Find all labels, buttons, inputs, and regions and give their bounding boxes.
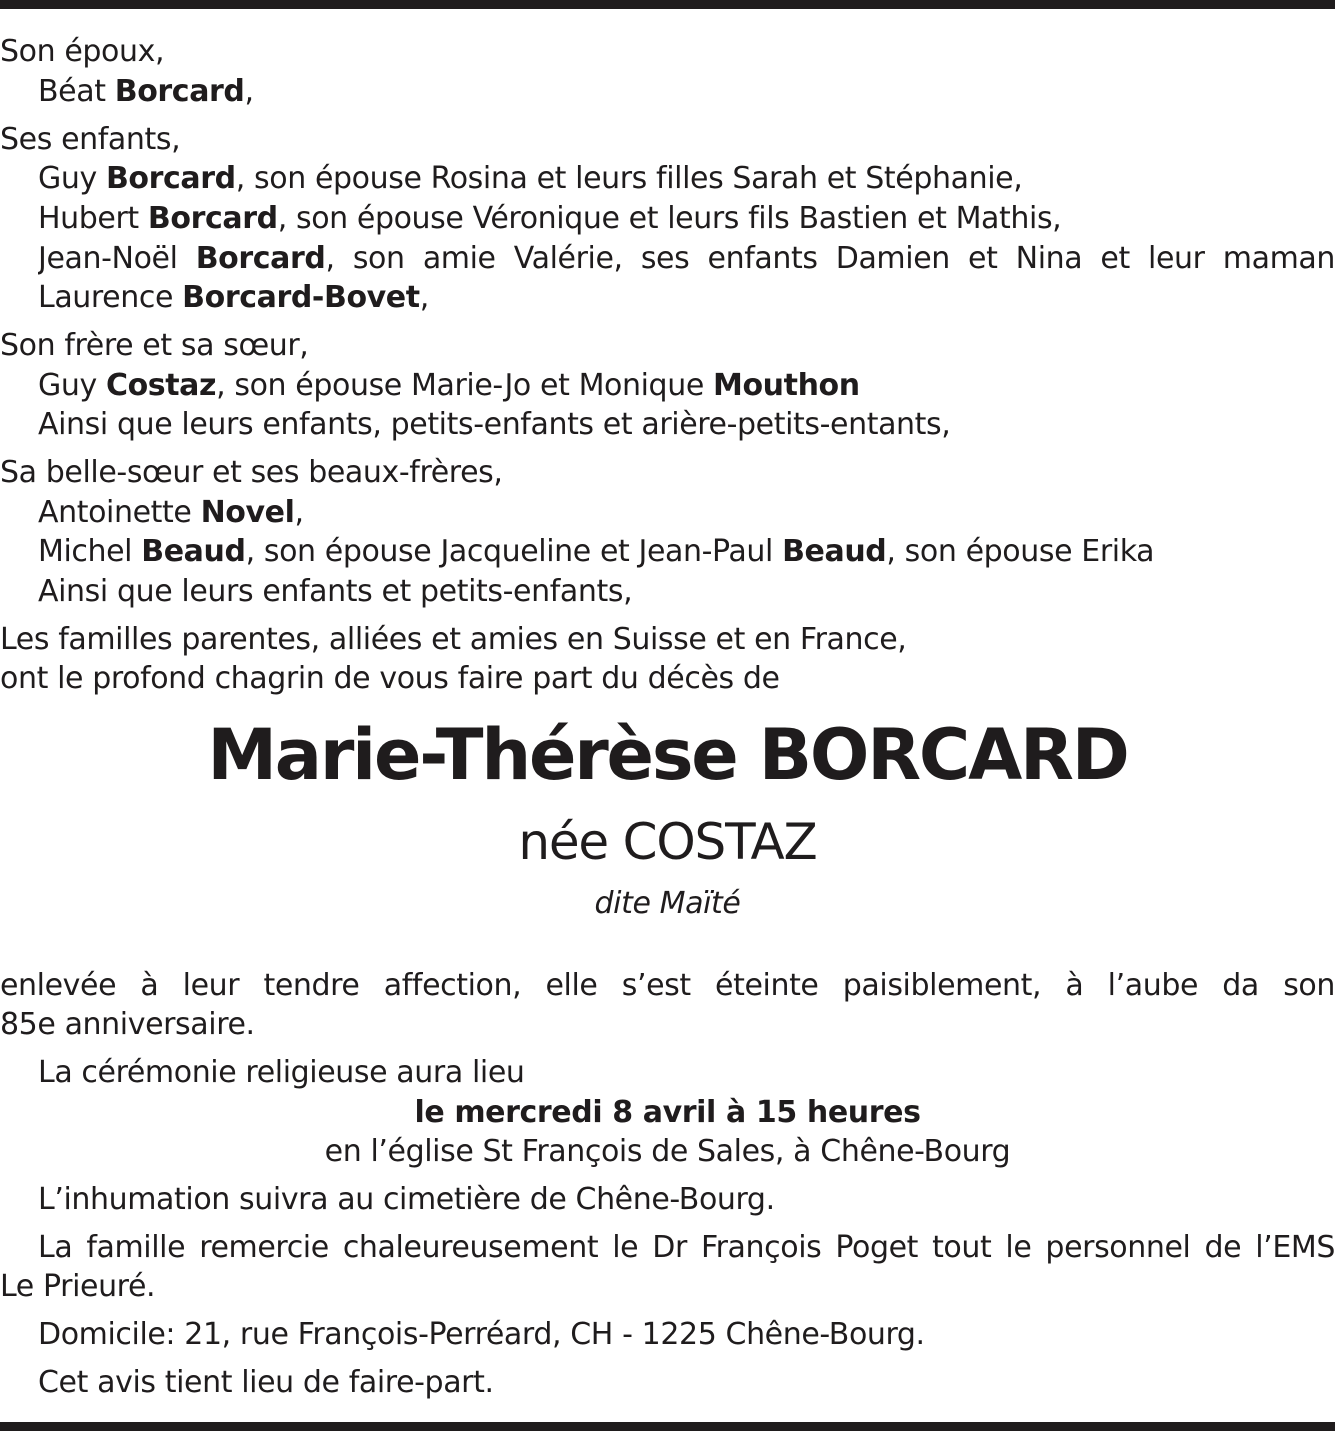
inlaws-line: Antoinette Novel,: [38, 495, 304, 530]
thanks-line-continued: Le Prieuré.: [0, 1269, 156, 1304]
siblings-line: Guy Costaz, son épouse Marie-Jo et Monique Mouthon: [38, 368, 860, 403]
child-line: Hubert Borcard, son épouse Véronique et leurs fils Bastien et Mathis,: [38, 201, 1062, 236]
domicile-line: Domicile: 21, rue François-Perréard, CH - 1225 Chêne-Bourg.: [38, 1317, 925, 1352]
ceremony-line: La cérémonie religieuse aura lieu: [38, 1055, 525, 1090]
bottom-rule: [0, 1422, 1335, 1431]
child-line: Laurence Borcard-Bovet,: [38, 280, 429, 315]
deceased-name: Marie-Thérèse BORCARD: [207, 714, 1128, 796]
children-heading: Ses enfants,: [0, 122, 181, 157]
inlaws-line: Michel Beaud, son épouse Jacqueline et Jean-Paul Beaud, son épouse Erika: [38, 534, 1155, 569]
nickname: dite Maïté: [594, 886, 741, 921]
closing-line: Les familles parentes, alliées et amies en Suisse et en France,: [0, 622, 907, 657]
inlaws-descendants-line: Ainsi que leurs enfants et petits-enfants,: [38, 574, 633, 609]
passing-line: enlevée à leur tendre affection, elle s’est éteinte paisiblement, à l’aube da son: [0, 968, 1335, 1003]
siblings-descendants-line: Ainsi que leurs enfants, petits-enfants et arière-petits-entants,: [38, 407, 951, 442]
spouse-heading: Son époux,: [0, 34, 165, 69]
top-rule: [0, 0, 1335, 9]
inlaws-heading: Sa belle-sœur et ses beaux-frères,: [0, 455, 503, 490]
ceremony-place: en l’église St François de Sales, à Chêne-Bourg: [324, 1134, 1011, 1169]
maiden-name: née COSTAZ: [518, 813, 817, 871]
spouse-line: Béat Borcard,: [38, 74, 254, 109]
child-line: Guy Borcard, son épouse Rosina et leurs filles Sarah et Stéphanie,: [38, 161, 1023, 196]
anniversary-line: 85e anniversaire.: [0, 1007, 255, 1042]
burial-line: L’inhumation suivra au cimetière de Chêne-Bourg.: [38, 1182, 775, 1217]
thanks-line: La famille remercie chaleureusement le Dr François Poget tout le personnel de l’EMS: [38, 1230, 1335, 1265]
announcement-line: ont le profond chagrin de vous faire part du décès de: [0, 661, 780, 696]
child-line: Jean-Noël Borcard, son amie Valérie, ses enfants Damien et Nina et leur maman: [38, 241, 1335, 276]
ceremony-date: le mercredi 8 avril à 15 heures: [414, 1095, 921, 1130]
notice-line: Cet avis tient lieu de faire-part.: [38, 1365, 494, 1400]
siblings-heading: Son frère et sa sœur,: [0, 328, 309, 363]
